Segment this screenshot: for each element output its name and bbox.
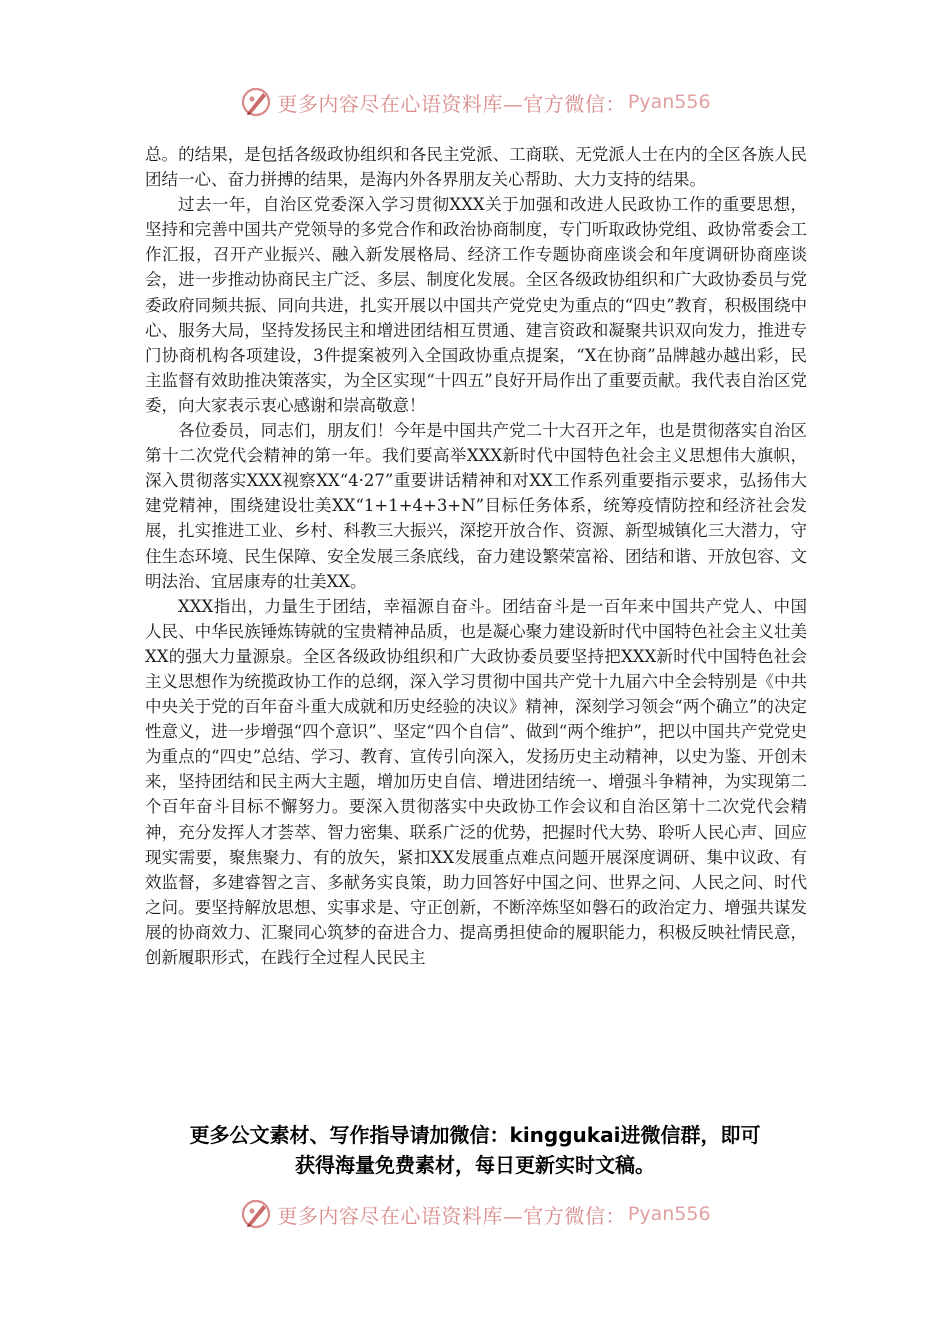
promo-line-1: 更多公文素材、写作指导请加微信：kinggukai进微信群，即可 — [189, 1123, 761, 1147]
paragraph-2: 过去一年，自治区党委深入学习贯彻XXX关于加强和改进人民政协工作的重要思想，坚持和完善中国共产党领导的多党合作和政治协商制度，专门听取政协党组、政协常委会工作汇报，召开产业振兴、融入新发展格局、经济工作专题协商座谈会和年度调研协商座谈会，进一步推动协商民主广泛、多层、制度化发展。全区各级政协组织和广大政协委员与党委政府同频共振、同向共进，扎实开展以中国共产党党史为重点的“四史”教育，积极围绕中心、服务大局，坚持发扬民主和增进团结相互贯通、建言资政和凝聚共识双向发力，推进专门协商机构各项建设，3件提案被列入全国政协重点提案，“X在协商”品牌越办越出彩，民主监督有效助推决策落实，为全区实现“十四五”良好开局作出了重要贡献。我代表自治区党委，向大家表示衷心感谢和崇高敬意！ — [145, 195, 807, 415]
footer-wechat-id: Pyan556 — [627, 1203, 711, 1225]
footer-banner-text: 更多内容尽在心语资料库—官方微信： — [277, 1203, 626, 1228]
paragraph-1: 总。的结果，是包括各级政协组织和各民主党派、工商联、无党派人士在内的全区各族人民团结一心、奋力拼搏的结果，是海内外各界朋友关心帮助、大力支持的结果。 — [145, 145, 807, 190]
promo-notice — [0, 1120, 950, 1180]
paragraph-3: 各位委员，同志们，朋友们！今年是中国共产党二十大召开之年，也是贯彻落实自治区第十二次党代会精神的第一年。我们要高举XXX新时代中国特色社会主义思想伟大旗帜，深入贯彻落实XXX视察XX“4·27”重要讲话精神和对XX工作系列重要指示要求，弘扬伟大建党精神，围绕建设壮美XX“1+1+4+3+N”目标任务体系，统筹疫情防控和经济社会发展，扎实推进工业、乡村、科教三大振兴，深挖开放合作、资源、新型城镇化三大潜力，守住生态环境、民生保障、安全发展三条底线，奋力建设繁荣富裕、团结和谐、开放包容、文明法治、宜居康寿的壮美XX。 — [145, 421, 807, 591]
header-banner — [0, 80, 950, 124]
header-wechat-id: Pyan556 — [627, 91, 711, 113]
paragraph-4: XXX指出，力量生于团结，幸福源自奋斗。团结奋斗是一百年来中国共产党人、中国人民、中华民族锤炼铸就的宝贵精神品质，也是凝心聚力建设新时代中国特色社会主义壮美XX的强大力量源泉。全区各级政协组织和广大政协委员要坚持把XXX新时代中国特色社会主义思想作为统揽政协工作的总纲，深入学习贯彻中国共产党十九届六中全会特别是《中共中央关于党的百年奋斗重大成就和历史经验的决议》精神，深刻学习领会“两个确立”的决定性意义，进一步增强“四个意识”、坚定“四个自信”、做到“两个维护”，把以中国共产党党史为重点的“四史”总结、学习、教育、宣传引向深入，发扬历史主动精神，以史为鉴、开创未来，坚持团结和民主两大主题，增加历史自信、增进团结统一、增强斗争精神，为实现第二个百年奋斗目标不懈努力。要深入贯彻落实中央政协工作会议和自治区第十二次党代会精神，充分发挥人才荟萃、智力密集、联系广泛的优势，把握时代大势、聆听人民心声、回应现实需要，聚焦聚力、有的放矢，紧扣XX发展重点难点问题开展深度调研、集中议政、有效监督，多建睿智之言、多献务实良策，助力回答好中国之问、世界之问、人民之问、时代之问。要坚持解放思想、实事求是、守正创新，不断淬炼坚如磐石的政治定力、增强共谋发展的协商效力、汇聚同心筑梦的奋进合力、提高勇担使命的履职能力，积极反映社情民意，创新履职形式，在践行全过程人民民主 — [145, 596, 807, 967]
header-banner-text: 更多内容尽在心语资料库—官方微信： — [277, 91, 626, 116]
promo-line-2: 获得海量免费素材，每日更新实时文稿。 — [295, 1153, 655, 1177]
pen-logo-icon — [239, 1197, 273, 1231]
document-body — [145, 142, 807, 970]
pen-logo-icon — [239, 85, 273, 119]
footer-banner — [0, 1192, 950, 1236]
